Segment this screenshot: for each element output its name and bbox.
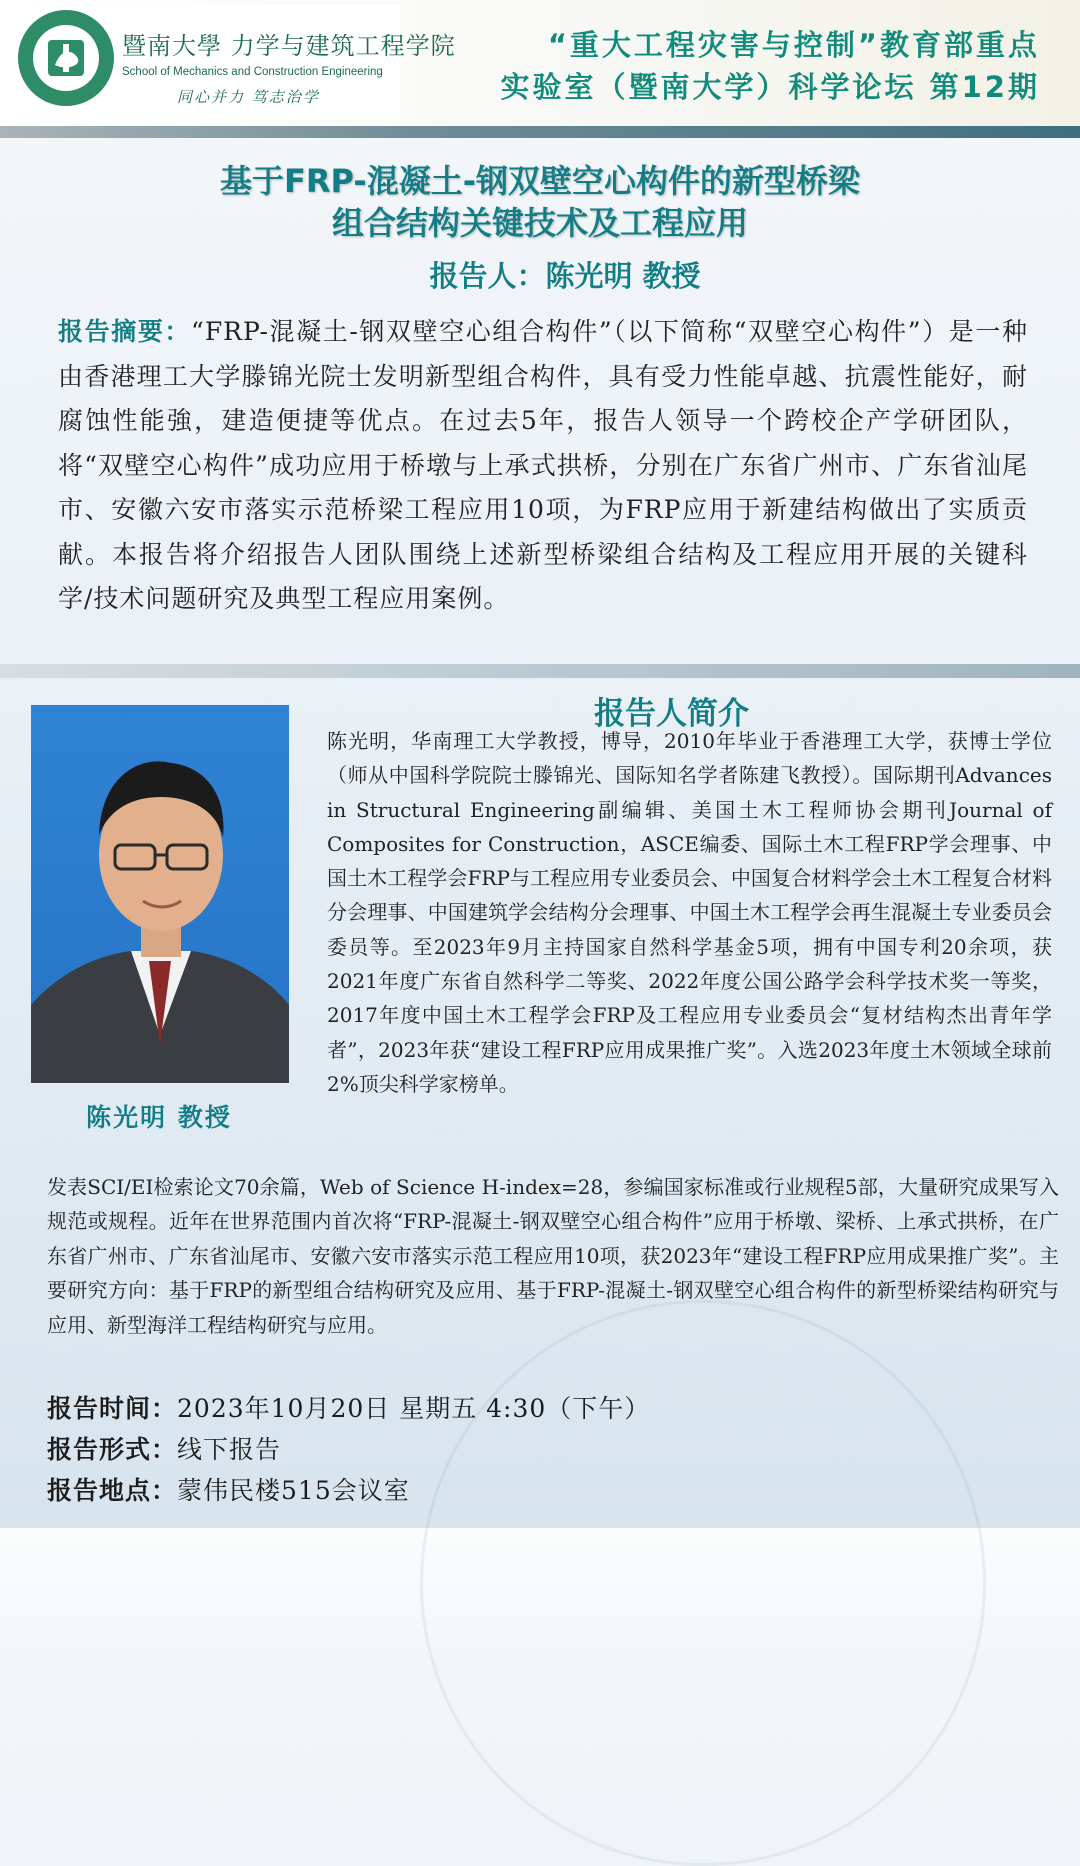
section-divider	[0, 664, 1080, 678]
forum-title	[501, 24, 1040, 108]
header-stripe	[0, 126, 1080, 138]
detail-label: 报告时间：	[47, 1394, 178, 1423]
university-name: 暨南大學 力学与建筑工程学院	[122, 32, 456, 60]
speaker-portrait-icon	[31, 705, 289, 1083]
forum-title-line: 实验室（暨南大学）科学论坛 第12期	[500, 70, 1040, 104]
detail-value: 2023年10月20日 星期五 4:30（下午）	[177, 1394, 651, 1423]
seal-emblem-icon	[43, 35, 89, 81]
detail-label: 报告地点：	[47, 1476, 178, 1505]
abstract-paragraph	[58, 310, 1028, 622]
event-details	[47, 1388, 1047, 1511]
speaker-line: 报告人：陈光明 教授	[429, 259, 701, 293]
school-logo-block	[12, 6, 456, 120]
speaker-photo	[31, 705, 289, 1083]
talk-title-line: 组合结构关键技术及工程应用	[331, 204, 748, 242]
detail-format	[47, 1429, 1047, 1470]
bio-paragraph-2: 发表SCI/EI检索论文70余篇，Web of Science H-index=28，参编国家标准或行业规程5部，大量研究成果写入规范或规程。近年在世界范围内首次将“FRP-混凝土-钢双壁空心组合构件”应用于桥墩、梁桥、上承式拱桥，在广东省广州市、广东省汕尾市、安徽六安市落实示范工程应用10项，获2023年“建设工程FRP应用成果推广奖”。主要研究方向：基于FRP的新型组合结构研究及应用、基于FRP-混凝土-钢双壁空心组合构件的新型桥梁结构研究与应用、新型海洋工程结构研究与应用。	[47, 1175, 1059, 1337]
talk-title	[0, 160, 1080, 244]
detail-location	[47, 1470, 1047, 1511]
detail-value: 线下报告	[177, 1435, 282, 1464]
bio-paragraph-1: 陈光明，华南理工大学教授，博导，2010年毕业于香港理工大学，获博士学位（师从中国科学院院士滕锦光、国际知名学者陈建飞教授）。国际期刊Advances in Structural Engineering副编辑、美国土木工程师协会期刊Journal of Composites for Construction，ASCE编委、国际土木工程FRP学会理事、中国土木工程学会FRP与工程应用专业委员会、中国复合材料学会土木工程复合材料分会理事、中国建筑学会结构分会理事、中国土木工程学会再生混凝土专业委员会委员等。至2023年9月主持国家自然科学基金5项，拥有中国专利20余项，获2021年度广东省自然科学二等奖、2022年度公国公路学会科学技术奖一等奖，2017年度中国土木工程学会FRP及工程应用专业委员会“复材结构杰出青年学者”，2023年获“建设工程FRP应用成果推广奖”。入选2023年度土木领域全球前2%顶尖科学家榜单。	[327, 729, 1052, 1096]
school-english-name: School of Mechanics and Construction Engineering	[122, 66, 383, 78]
detail-value: 蒙伟民楼515会议室	[177, 1476, 410, 1505]
abstract-label: 报告摘要：	[58, 317, 192, 346]
bio-heading: 报告人简介	[594, 696, 749, 732]
talk-title-line: 基于FRP-混凝土-钢双壁空心构件的新型桥梁	[220, 162, 860, 200]
speaker-photo-caption: 陈光明 教授	[86, 1103, 232, 1132]
detail-label: 报告形式：	[47, 1435, 178, 1464]
school-motto: 同心并力 笃志治学	[177, 88, 320, 106]
detail-time	[47, 1388, 1047, 1429]
forum-title-line: “重大工程灾害与控制”教育部重点	[547, 28, 1040, 62]
campus-watermark	[420, 1300, 986, 1866]
abstract-text: “FRP-混凝土-钢双壁空心组合构件”（以下简称“双壁空心构件”）是一种由香港理工大学滕锦光院士发明新型组合构件，具有受力性能卓越、抗震性能好，耐腐蚀性能強，建造便捷等优点。在过去5年，报告人领导一个跨校企产学研团队，将“双壁空心构件”成功应用于桥墩与上承式拱桥，分别在广东省广州市、广东省汕尾市、安徽六安市落实示范桥梁工程应用10项，为FRP应用于新建结构做出了实质贡献。本报告将介绍报告人团队围绕上述新型桥梁组合结构及工程应用开展的关键科学/技术问题研究及典型工程应用案例。	[58, 317, 1028, 613]
university-seal-icon	[18, 10, 114, 106]
